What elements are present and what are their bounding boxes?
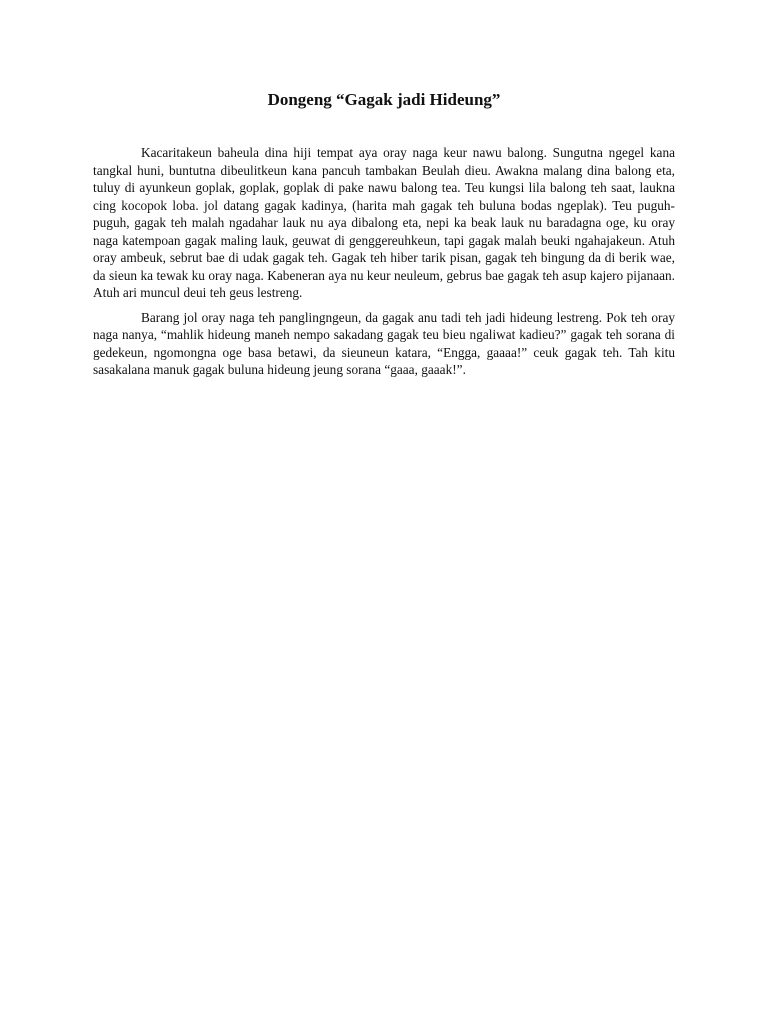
document-title: Dongeng “Gagak jadi Hideung”: [267, 90, 501, 109]
document-body: [93, 144, 675, 386]
paragraph-2: Barang jol oray naga teh panglingngeun, da gagak anu tadi teh jadi hideung lestreng. Pok teh oray naga nanya, “mahlik hideung maneh nempo sakadang gagak teu bieu ngaliwat kadieu?” gagak teh sorana di gedekeun, ngomongna oge basa betawi, da sieuneun katara, “Engga, gaaaa!” ceuk gagak teh. Tah kitu sasakalana manuk gagak buluna hideung jeung sorana “gaaa, gaaak!”.: [93, 309, 675, 377]
paragraph-1: Kacaritakeun baheula dina hiji tempat aya oray naga keur nawu balong. Sungutna ngegel kana tangkal huni, buntutna dibeulitkeun kana pancuh tambakan Beulah dieu. Awakna malang dina balong eta, tuluy di ayunkeun goplak, goplak, goplak di pake nawu balong tea. Teu kungsi lila balong teh saat, laukna cing kocopok loba. jol datang gagak kadinya, (harita mah gagak teh buluna bodas ngeplak). Teu puguh-puguh, gagak teh malah ngadahar lauk nu aya dibalong eta, nepi ka beak lauk nu baradagna oge, ku oray naga katempoan gagak maling lauk, geuwat di genggereuhkeun, tapi gagak malah beuki ngahajakeun. Atuh oray ambeuk, sebrut bae di udak gagak teh. Gagak teh hiber tarik pisan, gagak teh bingung da di berik wae, da sieun ka tewak ku oray naga. Kabeneran aya nu keur neuleum, gebrus bae gagak teh asup kajero pijanaan. Atuh ari muncul deui teh geus lestreng.: [93, 145, 675, 300]
